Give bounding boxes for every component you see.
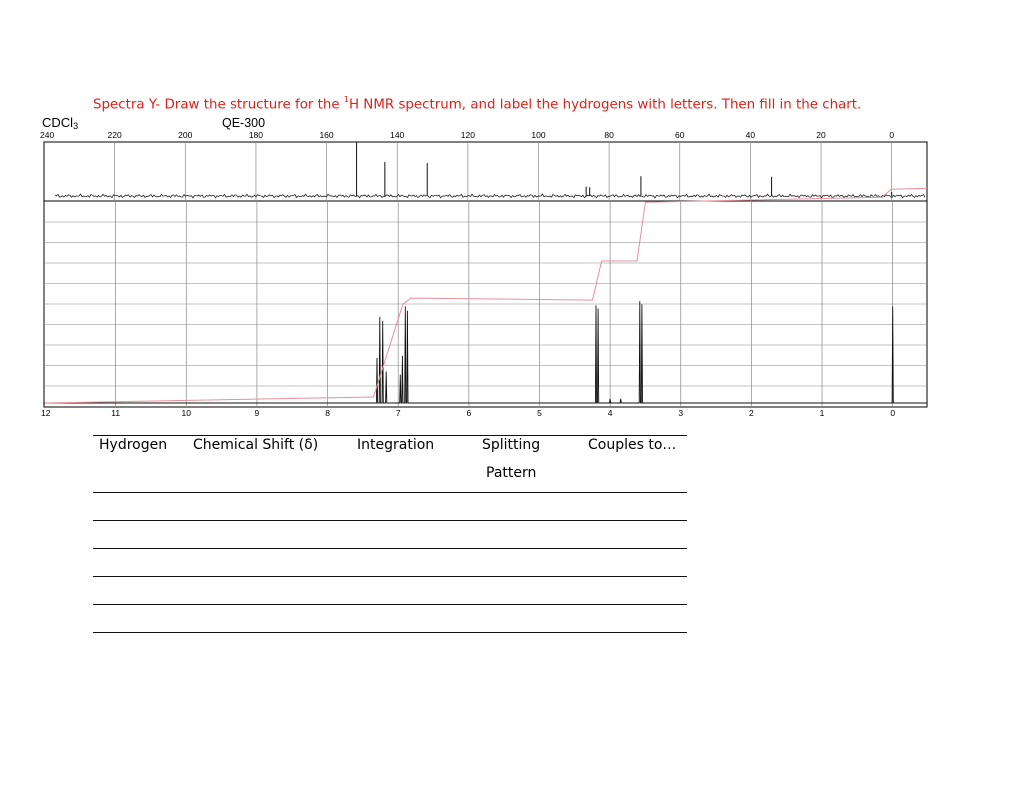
proton-tick-label: 2	[749, 408, 754, 418]
proton-tick-label: 5	[537, 408, 542, 418]
proton-tick-label: 7	[395, 408, 401, 418]
integral-curve	[45, 188, 927, 403]
table-header: Hydrogen	[99, 437, 168, 453]
proton-tick-label: 12	[41, 408, 51, 418]
carbon-tick-label: 160	[319, 130, 334, 140]
carbon-tick-label: 0	[889, 130, 895, 140]
table-header-line2: Pattern	[486, 465, 537, 481]
proton-tick-label: 3	[678, 408, 684, 418]
solvent-base: CDCl	[42, 115, 74, 130]
table-answer-row[interactable]	[93, 576, 687, 577]
carbon-tick-label: 120	[460, 130, 475, 140]
carbon-tick-label: 240	[40, 130, 55, 140]
table-header: Couples to…	[588, 437, 677, 453]
carbon-tick-label: 220	[107, 130, 122, 140]
proton-tick-label: 0	[890, 408, 896, 418]
instrument-label: QE-300	[222, 116, 266, 130]
table-header: Splitting	[482, 437, 541, 453]
table-header: Chemical Shift (δ)	[193, 437, 319, 453]
proton-tick-label: 4	[607, 408, 613, 418]
plot-frame	[44, 142, 927, 407]
proton-tick-label: 11	[111, 408, 121, 418]
proton-tick-label: 10	[181, 408, 192, 418]
table-top-rule	[93, 435, 687, 436]
table-answer-row[interactable]	[93, 548, 687, 549]
carbon-tick-label: 80	[604, 130, 614, 140]
prompt-superscript: 1	[343, 95, 349, 104]
proton-spectrum-trace	[44, 301, 927, 403]
carbon-tick-label: 140	[390, 130, 405, 140]
table-answer-row[interactable]	[93, 492, 687, 493]
proton-tick-label: 8	[325, 408, 330, 418]
solvent-subscript: 3	[73, 121, 79, 131]
table-answer-row[interactable]	[93, 604, 687, 605]
proton-tick-label: 9	[254, 408, 260, 418]
carbon-tick-label: 40	[745, 130, 756, 140]
prompt-text-1: Spectra Y- Draw the structure for the	[93, 97, 344, 113]
carbon-tick-label: 100	[531, 130, 546, 140]
table-answer-row[interactable]	[93, 632, 687, 633]
prompt-text-2: H NMR spectrum, and label the hydrogens with letters. Then fill in the chart.	[348, 97, 862, 113]
proton-tick-label: 6	[466, 408, 472, 418]
table-answer-row[interactable]	[93, 520, 687, 521]
table-header: Integration	[357, 437, 435, 453]
proton-tick-label: 1	[819, 408, 825, 418]
carbon-tick-label: 20	[816, 130, 826, 140]
carbon-tick-label: 180	[248, 130, 264, 140]
carbon-tick-label: 200	[178, 130, 193, 140]
carbon-tick-label: 60	[675, 130, 685, 140]
